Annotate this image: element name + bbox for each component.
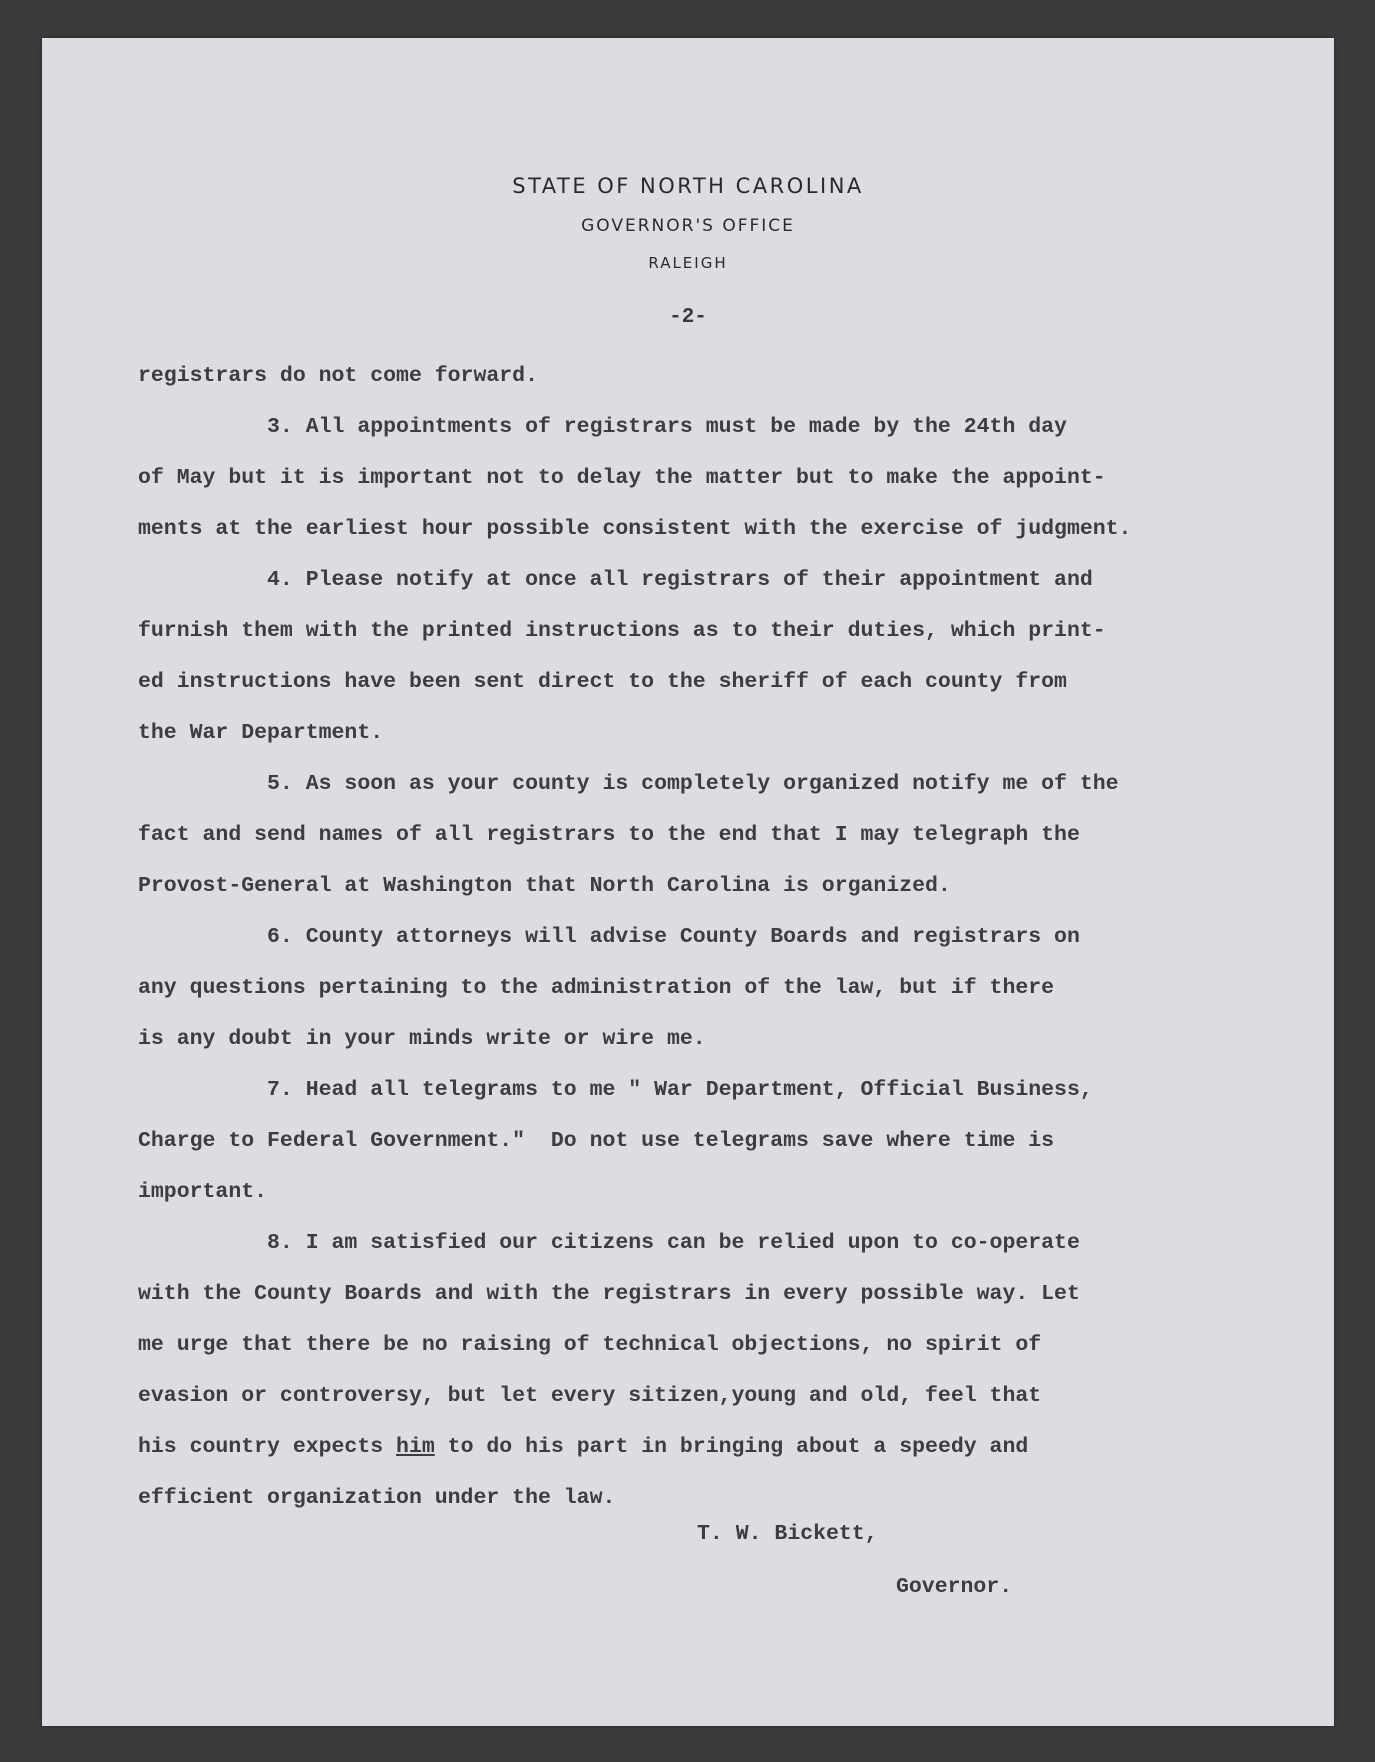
body-line: Provost-General at Washington that North Carolina is organized. (138, 874, 951, 898)
body-line: any questions pertaining to the administration of the law, but if there (138, 976, 1055, 1000)
signature-name: T. W. Bickett, (697, 1522, 878, 1546)
body-line: ments at the earliest hour possible consistent with the exercise of judgment. (138, 517, 1132, 541)
body-line: fact and send names of all registrars to the end that I may telegraph the (138, 823, 1080, 847)
underlined-word: him (396, 1435, 435, 1459)
body-line: important. (138, 1180, 268, 1204)
body-line: me urge that there be no raising of technical objections, no spirit of (138, 1333, 1042, 1357)
body-line-with-underline (138, 1422, 1308, 1473)
body-line: 6. County attorneys will advise County Boards and registrars on (138, 925, 1080, 949)
body-line: 4. Please notify at once all registrars of their appointment and (138, 568, 1093, 592)
letterhead-office: GOVERNOR'S OFFICE (581, 216, 795, 236)
body-line: 7. Head all telegrams to me " War Department, Official Business, (138, 1078, 1093, 1102)
letter-page (42, 38, 1334, 1726)
body-line: of May but it is important not to delay the matter but to make the appoint- (138, 466, 1106, 490)
letter-body (138, 351, 1308, 1524)
body-line: evasion or controversy, but let every sitizen,young and old, feel that (138, 1384, 1042, 1408)
body-line: efficient organization under the law. (138, 1486, 616, 1510)
signature-title: Governor. (896, 1575, 1013, 1599)
body-line: 3. All appointments of registrars must be made by the 24th day (138, 415, 1067, 439)
body-line: is any doubt in your minds write or wire me. (138, 1027, 706, 1051)
page-number: -2- (669, 306, 707, 329)
body-line: the War Department. (138, 721, 384, 745)
body-line: registrars do not come forward. (138, 364, 538, 388)
body-line: Charge to Federal Government." Do not use telegrams save where time is (138, 1129, 1055, 1153)
letterhead-city: RALEIGH (648, 254, 728, 272)
body-line: 8. I am satisfied our citizens can be relied upon to co-operate (138, 1231, 1080, 1255)
body-line: furnish them with the printed instructions as to their duties, which print- (138, 619, 1106, 643)
letterhead-state: STATE OF NORTH CAROLINA (512, 174, 864, 198)
body-line: with the County Boards and with the registrars in every possible way. Let (138, 1282, 1080, 1306)
line-text-before: his country expects (138, 1435, 397, 1459)
body-line: 5. As soon as your county is completely organized notify me of the (138, 772, 1119, 796)
line-text-after: to do his part in bringing about a speedy and (434, 1435, 1029, 1459)
body-line: ed instructions have been sent direct to the sheriff of each county from (138, 670, 1067, 694)
